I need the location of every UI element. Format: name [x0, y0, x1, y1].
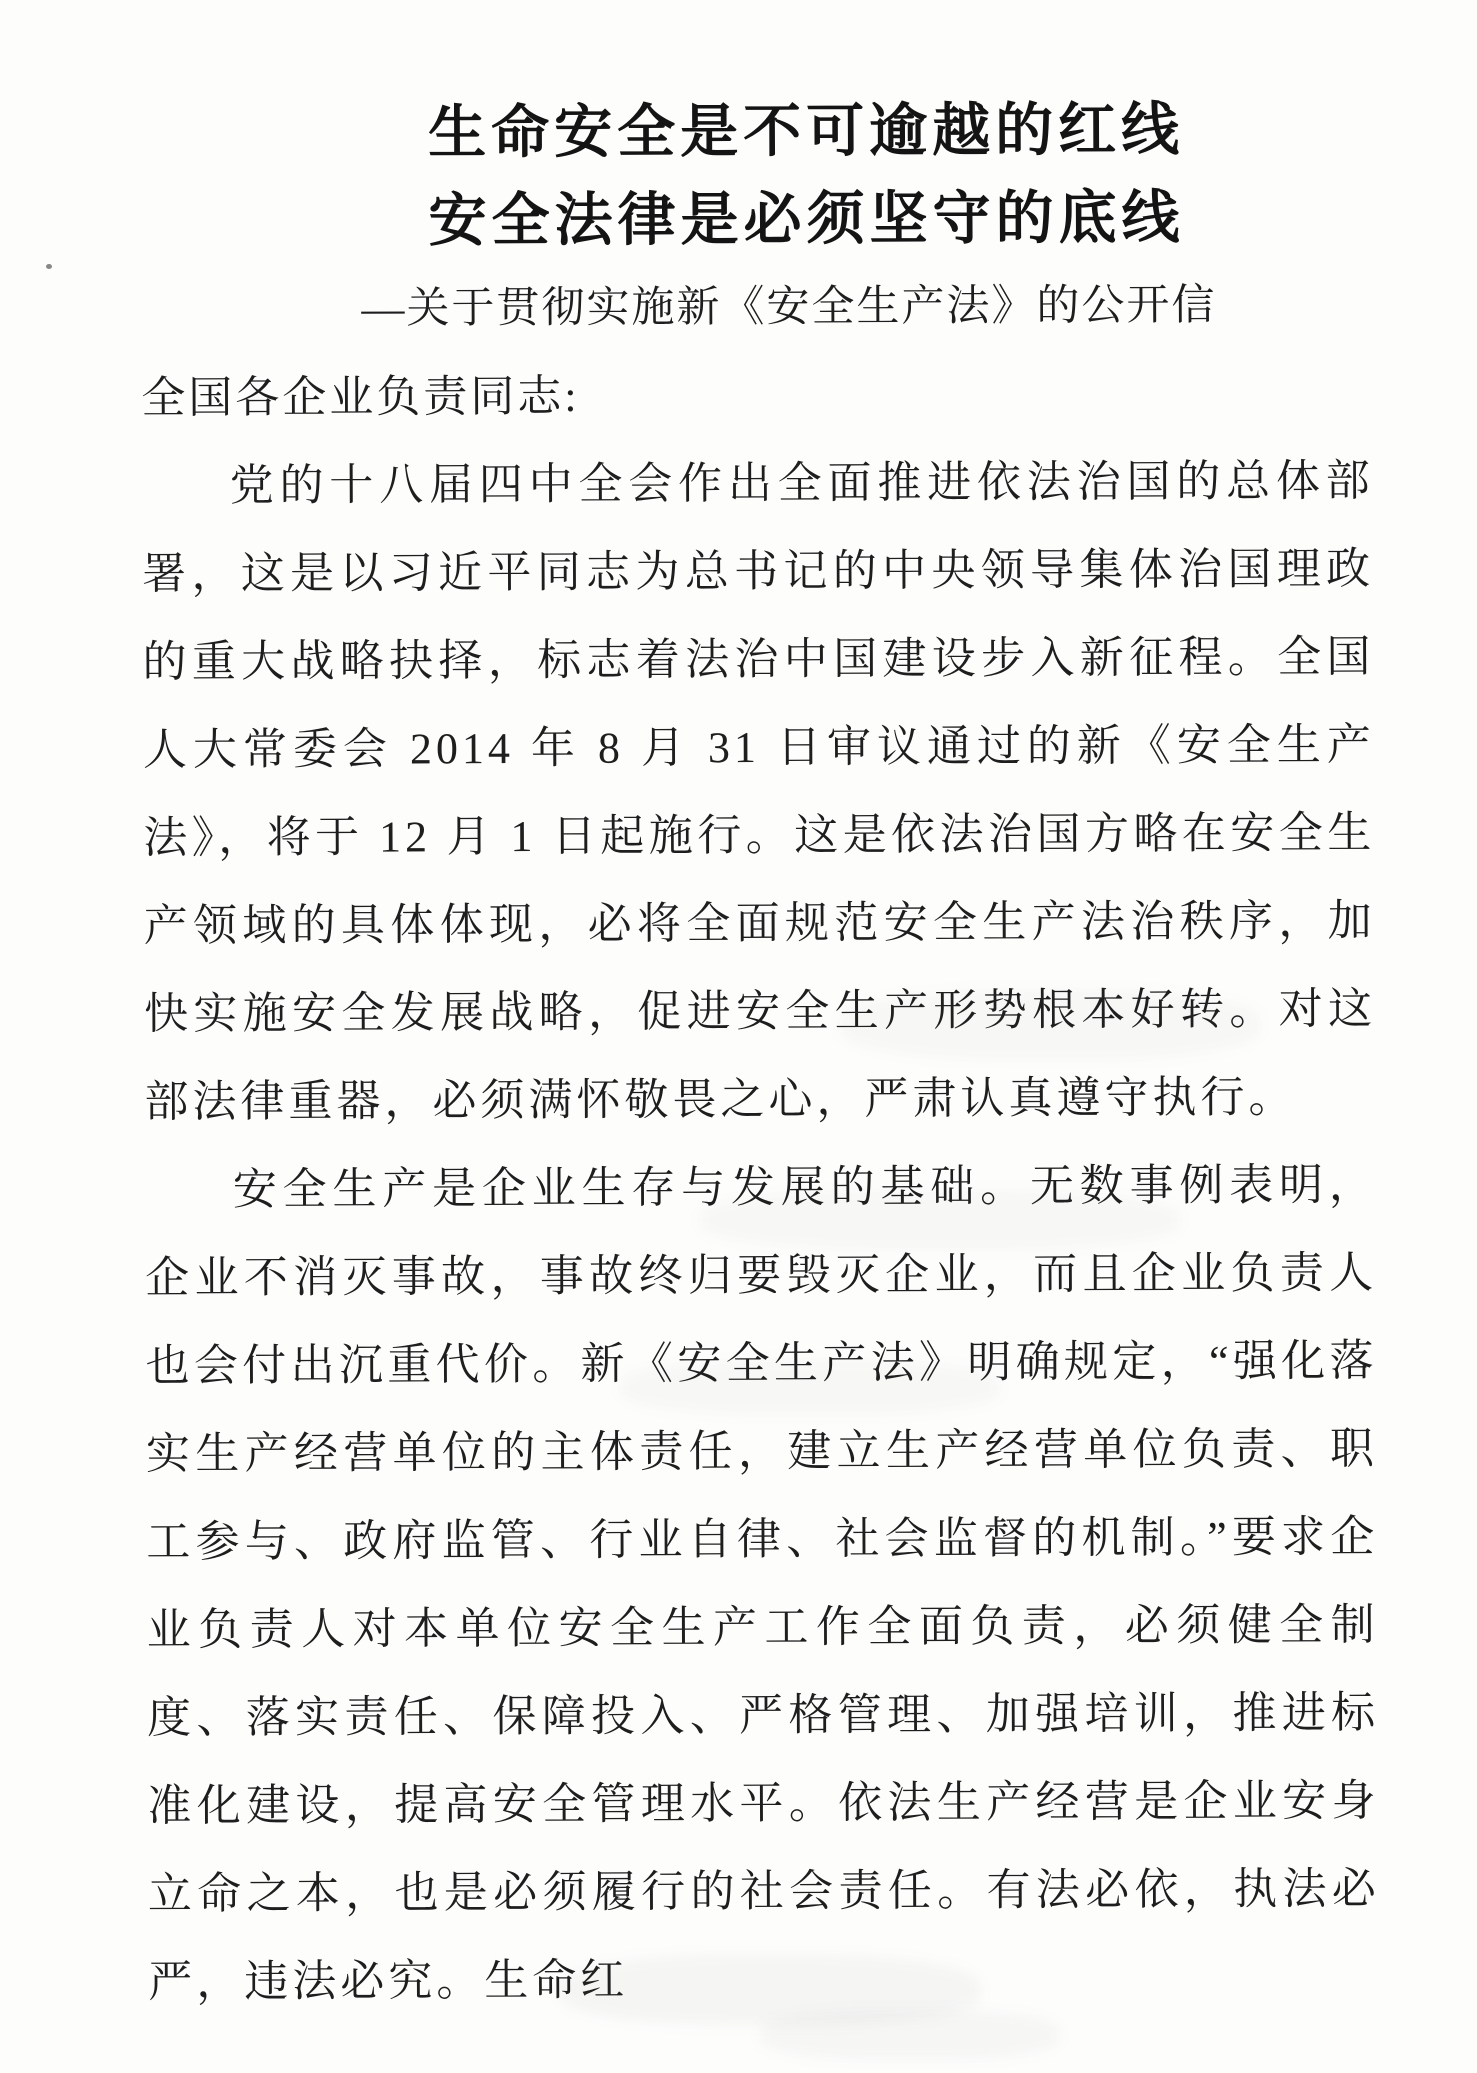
scan-ink-speck: [46, 264, 52, 269]
document-content: [140, 85, 1380, 2026]
document-title: [190, 85, 1423, 266]
title-line-2: 安全法律是必须坚守的底线: [428, 185, 1185, 254]
title-line-1: 生命安全是不可逾越的红线: [428, 97, 1185, 166]
document-subtitle: —关于贯彻实施新《安全生产法》的公开信: [361, 281, 1217, 333]
paragraph-2: 安全生产是企业生存与发展的基础。无数事例表明，企业不消灭事故，事故终归要毁灭企业，而且企业负责人也会付出沉重代价。新《安全生产法》明确规定，“强化落实生产经营单位的主体责任，建立生产经营单位负责、职工参与、政府监管、行业自律、社会监督的机制。”要求企业负责人对本单位安全生产工作全面负责，必须健全制度、落实责任、保障投入、严格管理、加强培训，推进标准化建设，提高安全管理水平。依法生产经营是企业安身立命之本，也是必须履行的社会责任。有法必依，执法必严，违法必究。生命红: [145, 1160, 1380, 2007]
letter-body: [142, 437, 1381, 2026]
salutation: 全国各企业负责同志:: [141, 371, 580, 423]
paragraph-1: 党的十八届四中全会作出全面推进依法治国的总体部署，这是以习近平同志为总书记的中央领导集体治国理政的重大战略抉择，标志着法治中国建设步入新征程。全国人大常委会 2014 年 8 月 31 日审议通过的新《安全生产法》，将于 12 月 1 日起施行。这是依法治国方略在安全生产领域的具体体现，必将全面规范安全生产法治秩序，加快实施安全发展战略，促进安全生产形势根本好转。对这部法律重器，必须满怀敬畏之心，严肃认真遵守执行。: [142, 456, 1377, 1127]
